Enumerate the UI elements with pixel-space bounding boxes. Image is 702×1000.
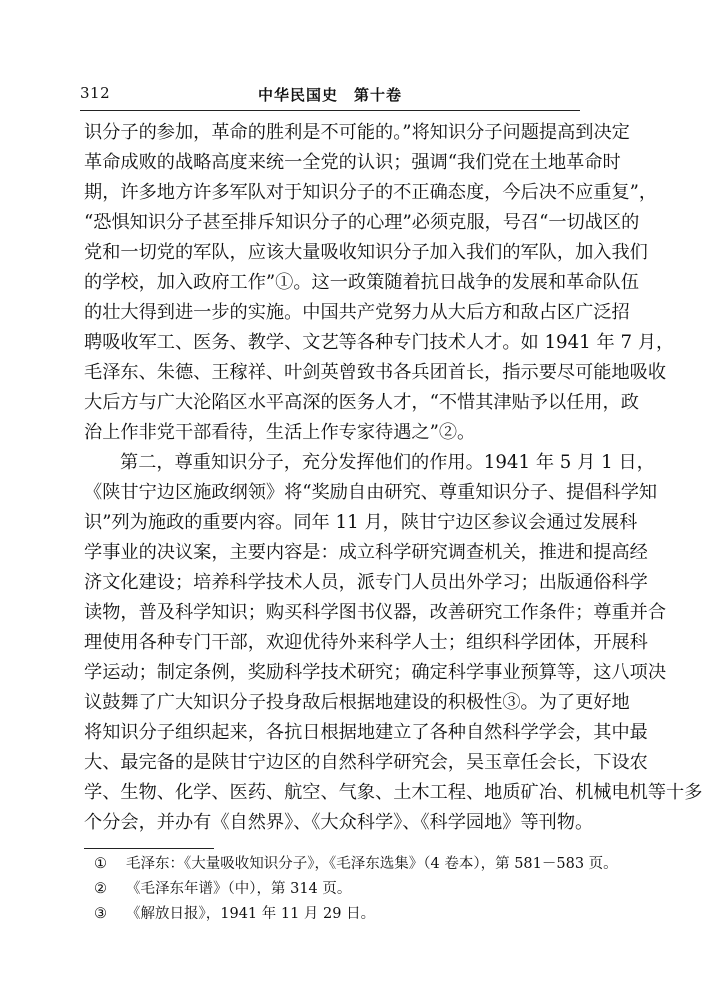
- text-line: 《陕甘宁边区施政纲领》将“奖励自由研究、尊重知识分子、提倡科学知: [84, 482, 658, 503]
- text-line: 革命成败的战略高度来统一全党的认识；强调“我们党在土地革命时: [84, 152, 621, 173]
- text-line: 的学校，加入政府工作”①。这一政策随着抗日战争的发展和革命队伍: [84, 272, 639, 293]
- text-line: 学、生物、化学、医药、航空、气象、土木工程、地质矿冶、机械电机等十多: [84, 782, 702, 803]
- text-line: 济文化建设；培养科学技术人员，派专门人员出外学习；出版通俗科学: [84, 572, 648, 593]
- footnotes: [94, 852, 618, 927]
- text-line: 将知识分子组织起来，各抗日根据地建立了各种自然科学学会，其中最: [84, 722, 648, 743]
- page-header: [80, 84, 580, 108]
- footnote-2: [94, 877, 584, 902]
- text-line: 期，许多地方许多军队对于知识分子的不正确态度，今后决不应重复”，: [84, 182, 658, 203]
- text-line: 毛泽东、朱德、王稼祥、叶剑英曾致书各兵团首长，指示要尽可能地吸收: [84, 362, 667, 383]
- text-line: 大后方与广大沦陷区水平高深的医务人才，“不惜其津贴予以任用，政: [84, 392, 639, 413]
- body-text: [84, 118, 702, 838]
- footnote-3: [94, 902, 584, 927]
- text-line: 个分会，并办有《自然界》、《大众科学》、《科学园地》等刊物。: [84, 812, 594, 833]
- footnote-mark: ②: [94, 881, 107, 897]
- text-line: 议鼓舞了广大知识分子投身敌后根据地建设的积极性③。为了更好地: [84, 692, 630, 713]
- footnote-mark: ①: [94, 856, 107, 872]
- page-number: 312: [80, 84, 111, 102]
- footnote-mark: ③: [94, 906, 107, 922]
- text-line: 党和一切党的军队，应该大量吸收知识分子加入我们的军队，加入我们: [84, 242, 648, 263]
- footnote-separator: [84, 848, 214, 849]
- text-line: 学运动；制定条例，奖励科学技术研究；确定科学事业预算等，这八项决: [84, 662, 667, 683]
- text-line: 识”列为施政的重要内容。同年 11 月，陕甘宁边区参议会通过发展科: [84, 512, 638, 533]
- footnote-1: [94, 852, 618, 877]
- text-line: 识分子的参加，革命的胜利是不可能的。”将知识分子问题提高到决定: [84, 122, 630, 143]
- footnote-text: 《解放日报》，1941 年 11 月 29 日。: [126, 906, 376, 922]
- footnote-text: 毛泽东：《大量吸收知识分子》，《毛泽东选集》（4 卷本），第 581－583 页。: [126, 856, 618, 872]
- text-line: 大、最完备的是陕甘宁边区的自然科学研究会，吴玉章任会长，下设农: [84, 752, 648, 773]
- text-line: 读物，普及科学知识；购买科学图书仪器，改善研究工作条件；尊重并合: [84, 602, 667, 623]
- paragraph-start-line: 第二，尊重知识分子，充分发挥他们的作用。1941 年 5 月 1 日，: [120, 452, 655, 473]
- text-line: “恐惧知识分子甚至排斥知识分子的心理”必须克服，号召“一切战区的: [84, 212, 640, 233]
- text-line: 治上作非党干部看待，生活上作专家待遇之”②。: [84, 422, 476, 443]
- footnote-text: 《毛泽东年谱》（中），第 314 页。: [126, 881, 352, 897]
- text-line: 学事业的决议案，主要内容是：成立科学研究调查机关，推进和提高经: [84, 542, 648, 563]
- text-line: 的壮大得到进一步的实施。中国共产党努力从大后方和敌占区广泛招: [84, 302, 630, 323]
- header-rule: [80, 110, 580, 111]
- text-line: 理使用各种专门干部，欢迎优待外来科学人士；组织科学团体，开展科: [84, 632, 648, 653]
- text-line: 聘吸收军工、医务、教学、文艺等各种专门技术人才。如 1941 年 7 月，: [84, 332, 675, 353]
- running-title: 中华民国史 第十卷: [257, 86, 402, 104]
